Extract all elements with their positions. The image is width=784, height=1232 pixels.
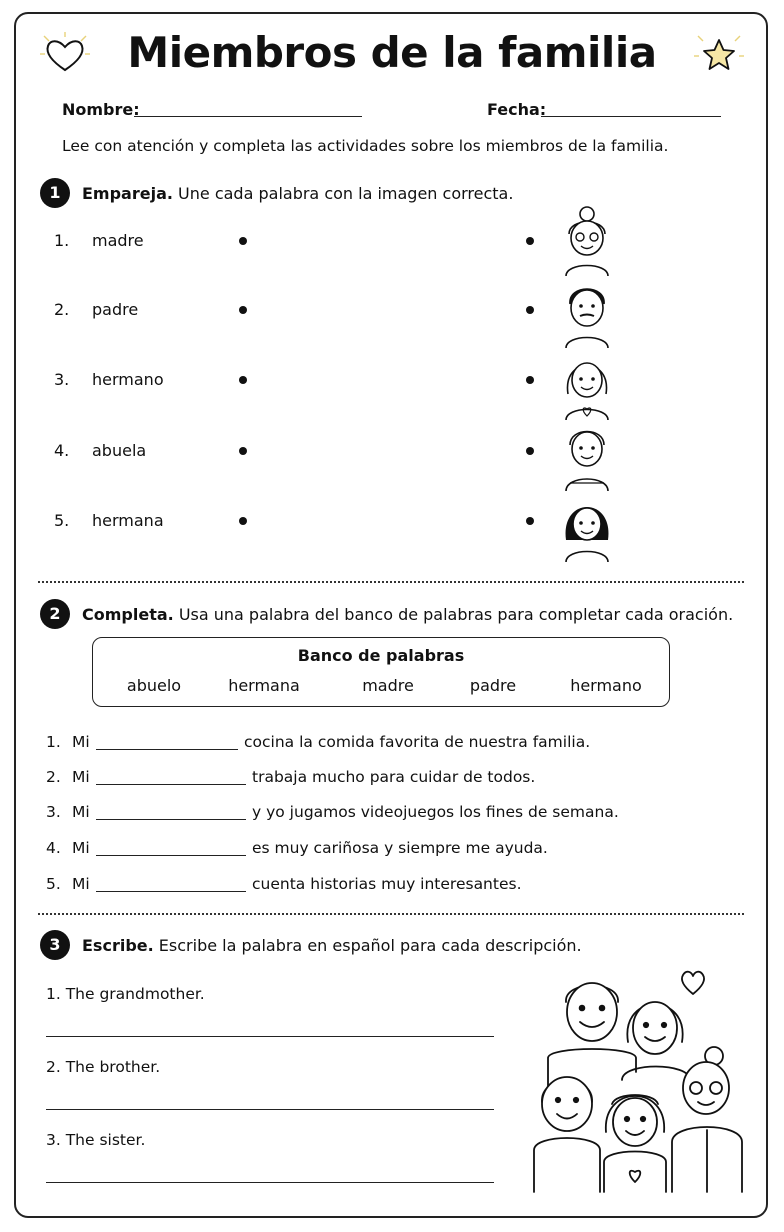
sentence-num: 3. [46,803,61,821]
word-bank-title: Banco de palabras [297,646,465,665]
match-word: hermano [92,370,164,389]
fill-blank[interactable] [96,891,246,892]
mother-portrait-icon [560,350,614,420]
instructions: Lee con atención y completa las actividades sobre los miembros de la familia. [62,137,669,155]
section-3-bold: Escribe. [82,936,154,955]
grandmother-portrait-icon [560,206,614,276]
describe-item: 3. The sister. [46,1131,146,1149]
section-1-text: Une cada palabra con la imagen correcta. [178,184,514,203]
sentence-num: 5. [46,875,61,893]
sentence-mi: Mi [72,768,90,786]
page-title: Miembros de la familia [127,28,657,77]
section-3-text: Escribe la palabra en español para cada descripción. [158,936,582,955]
section-2-number: 2 [40,599,70,629]
bank-word: madre [362,676,414,695]
fecha-field[interactable] [541,116,721,117]
section-2-text: Usa una palabra del banco de palabras para completar cada oración. [178,605,734,624]
match-dot-right[interactable] [526,237,534,245]
sister-portrait-icon [560,492,614,562]
section-1-heading [82,184,513,203]
match-word: hermana [92,511,164,530]
match-dot-left[interactable] [239,376,247,384]
sentence-text: es muy cariñosa y siempre me ayuda. [252,839,548,857]
fill-blank[interactable] [96,784,246,785]
fill-blank[interactable] [96,819,246,820]
sentence-num: 4. [46,839,61,857]
match-dot-left[interactable] [239,306,247,314]
section-divider [38,581,744,583]
match-dot-right[interactable] [526,376,534,384]
section-3-number: 3 [40,930,70,960]
sentence-mi: Mi [72,839,90,857]
brother-portrait-icon [560,421,614,491]
match-num: 1. [54,231,70,250]
bank-word: hermano [570,676,642,695]
father-portrait-icon [560,278,614,348]
match-dot-left[interactable] [239,517,247,525]
answer-line[interactable] [46,1182,494,1183]
describe-item: 1. The grandmother. [46,985,205,1003]
sentence-text: y yo jugamos videojuegos los fines de semana. [252,803,619,821]
nombre-label: Nombre: [62,100,140,119]
family-illustration [530,962,746,1194]
match-word: abuela [92,441,147,460]
match-num: 4. [54,441,70,460]
section-1-bold: Empareja. [82,184,173,203]
word-bank [92,637,670,707]
fecha-label: Fecha: [487,100,547,119]
match-word: madre [92,231,144,250]
bank-word: hermana [228,676,300,695]
sentence-num: 2. [46,768,61,786]
section-2-bold: Completa. [82,605,174,624]
fill-blank[interactable] [96,749,238,750]
section-3-heading [82,936,582,955]
match-num: 3. [54,370,70,389]
match-dot-right[interactable] [526,447,534,455]
describe-item: 2. The brother. [46,1058,161,1076]
bank-word: padre [469,676,517,695]
match-num: 2. [54,300,70,319]
match-dot-left[interactable] [239,447,247,455]
sentence-num: 1. [46,733,61,751]
match-word: padre [92,300,139,319]
match-dot-left[interactable] [239,237,247,245]
sentence-text: cocina la comida favorita de nuestra familia. [244,733,591,751]
sentence-text: trabaja mucho para cuidar de todos. [252,768,536,786]
sentence-mi: Mi [72,875,90,893]
match-dot-right[interactable] [526,517,534,525]
answer-line[interactable] [46,1109,494,1110]
match-dot-right[interactable] [526,306,534,314]
section-2-heading [82,605,733,624]
nombre-field[interactable] [134,116,362,117]
fill-blank[interactable] [96,855,246,856]
section-divider [38,913,744,915]
section-1-number: 1 [40,178,70,208]
sentence-text: cuenta historias muy interesantes. [252,875,522,893]
match-num: 5. [54,511,70,530]
sentence-mi: Mi [72,733,90,751]
sentence-mi: Mi [72,803,90,821]
answer-line[interactable] [46,1036,494,1037]
bank-word: abuelo [126,676,182,695]
